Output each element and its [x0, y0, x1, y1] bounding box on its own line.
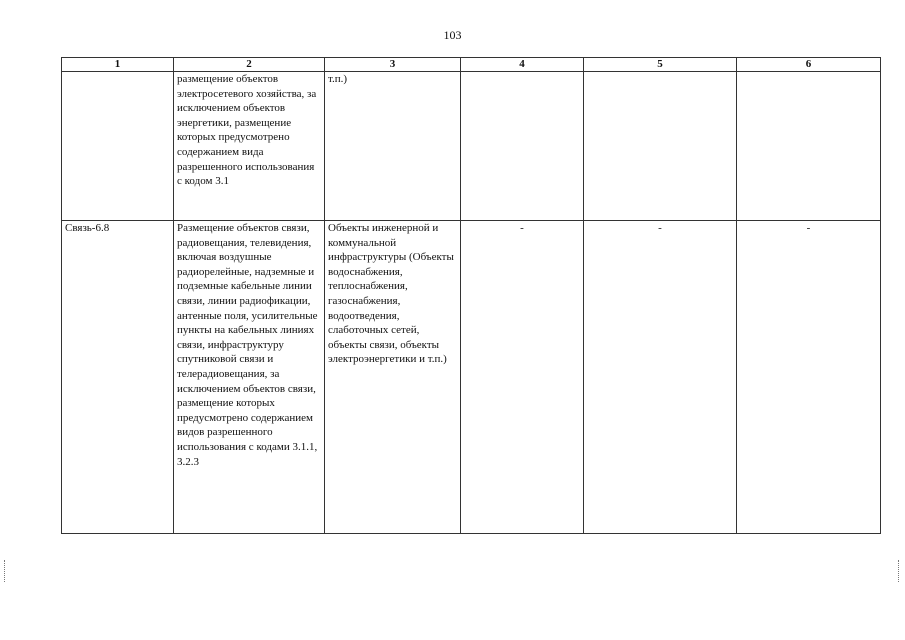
scan-edge-mark-left: [4, 560, 8, 582]
header-row: [62, 58, 881, 72]
cell-col-5: [584, 72, 737, 221]
cell-use-name: Связь-6.8: [62, 221, 174, 534]
header-col-4: 4: [461, 58, 584, 72]
zoning-table: [61, 57, 881, 534]
header-col-2: 2: [174, 58, 325, 72]
cell-col-5: -: [584, 221, 737, 534]
header-col-3: 3: [325, 58, 461, 72]
page-number: 103: [443, 28, 462, 42]
header-col-5: 5: [584, 58, 737, 72]
table-row: [62, 72, 881, 221]
cell-use-name: [62, 72, 174, 221]
cell-use-description: Размещение объектов связи, радиовещания, телевидения, включая воздушные радиорелейные, надземные и подземные кабельные линии связи, линии радиофикации, антенные поля, усилительные пункты на кабельных линиях связи, инфраструктуру спутниковой связи и телерадиовещания, за исключением объектов связи, размещение которых предусмотрено содержанием видов разрешенного использования с кодами 3.1.1, 3.2.3: [174, 221, 325, 534]
cell-objects: т.п.): [325, 72, 461, 221]
cell-use-description: размещение объектов электросетевого хозяйства, за исключением объектов энергетики, размещение которых предусмотрено содержанием вида разрешенного использования с кодом 3.1: [174, 72, 325, 221]
cell-col-6: [737, 72, 881, 221]
cell-col-6: -: [737, 221, 881, 534]
table-row: [62, 221, 881, 534]
scan-edge-mark-right: [898, 560, 902, 582]
cell-objects: Объекты инженерной и коммунальной инфраструктуры (Объекты водоснабжения, теплоснабжения, газоснабжения, водоотведения, слаботочных сетей, объекты связи, объекты электроэнергетики и т.п.): [325, 221, 461, 534]
cell-col-4: -: [461, 221, 584, 534]
header-col-1: 1: [62, 58, 174, 72]
header-col-6: 6: [737, 58, 881, 72]
cell-col-4: [461, 72, 584, 221]
